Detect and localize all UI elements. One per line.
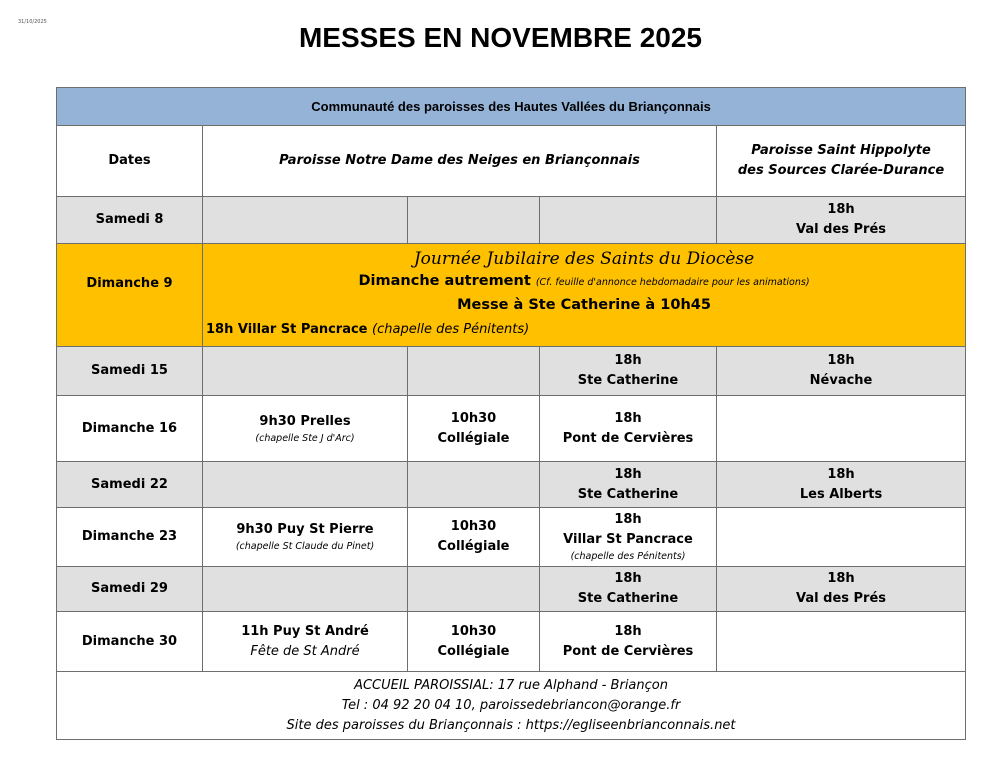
mass-note: Fête de St André <box>250 643 360 659</box>
mass-time: 18h <box>827 571 855 586</box>
mass-time: 18h <box>614 571 642 586</box>
cell-empty <box>203 197 408 244</box>
mass-place: Ste Catherine <box>577 486 679 502</box>
day-label: Samedi 15 <box>57 347 203 396</box>
mass-place: Val des Prés <box>796 591 887 606</box>
mass-cell <box>540 567 717 612</box>
dates-header: Dates <box>57 126 203 197</box>
table-row <box>57 508 966 567</box>
mass-time: 18h <box>614 623 642 639</box>
mass-time: 10h30 <box>450 623 497 639</box>
table-row <box>57 396 966 462</box>
cell-empty <box>717 612 966 672</box>
villar-label: 18h Villar St Pancrace <box>206 322 368 337</box>
cell-empty <box>717 508 966 567</box>
mass-time: 18h <box>827 202 855 217</box>
mass-note: (chapelle St Claude du Pinet) <box>235 541 375 552</box>
community-name: Communauté des paroisses des Hautes Vallées du Briançonnais <box>57 88 966 126</box>
mass-cell <box>408 612 540 672</box>
mass-cell <box>717 462 966 508</box>
footer-row <box>57 672 966 740</box>
day-label: Samedi 8 <box>57 197 203 244</box>
villar-note: (chapelle des Pénitents) <box>372 322 530 337</box>
villar-mass <box>203 321 965 339</box>
parish-contact <box>57 672 966 740</box>
mass-place: Névache <box>809 373 873 388</box>
mass-place: Pont de Cervières <box>562 643 694 659</box>
mass-cell <box>717 197 966 244</box>
mass-cell <box>540 462 717 508</box>
jubilee-mass: Messe à Ste Catherine à 10h45 <box>457 297 711 313</box>
day-label: Samedi 22 <box>57 462 203 508</box>
mass-time: 18h <box>827 353 855 368</box>
mass-cell <box>408 396 540 462</box>
mass-time: 18h <box>614 410 642 426</box>
table-row <box>57 567 966 612</box>
day-label: Dimanche 30 <box>57 612 203 672</box>
mass-main: 9h30 Prelles <box>259 413 351 429</box>
parish-notre-dame-header: Paroisse Notre Dame des Neiges en Briançonnais <box>203 126 717 197</box>
footer-address: ACCUEIL PAROISSIAL: 17 rue Alphand - Briançon <box>354 677 668 693</box>
mass-time: 10h30 <box>450 519 497 534</box>
mass-cell <box>717 347 966 396</box>
table-row <box>57 462 966 508</box>
mass-cell <box>540 347 717 396</box>
table-row <box>57 197 966 244</box>
cell-empty <box>408 567 540 612</box>
cell-empty <box>203 462 408 508</box>
jubilee-cell <box>203 244 966 347</box>
jubilee-title: Journée Jubilaire des Saints du Diocèse <box>413 249 755 269</box>
day-label: Dimanche 9 <box>57 244 203 347</box>
parish2-line2: des Sources Clarée-Durance <box>737 163 945 178</box>
print-date-stamp: 31/10/2025 <box>18 19 47 25</box>
community-header-row <box>57 88 966 126</box>
mass-place: Villar St Pancrace <box>563 532 693 547</box>
mass-cell <box>540 396 717 462</box>
table-row-jubilee <box>57 244 966 347</box>
parish-saint-hippolyte-header <box>717 126 966 197</box>
mass-cell <box>408 508 540 567</box>
mass-cell <box>540 612 717 672</box>
day-label: Dimanche 23 <box>57 508 203 567</box>
mass-main: 9h30 Puy St Pierre <box>236 522 374 537</box>
cell-empty <box>408 347 540 396</box>
table-row <box>57 347 966 396</box>
day-label: Samedi 29 <box>57 567 203 612</box>
cell-empty <box>540 197 717 244</box>
mass-cell <box>717 567 966 612</box>
mass-place: Val des Prés <box>796 222 887 237</box>
mass-cell <box>203 612 408 672</box>
table-row <box>57 612 966 672</box>
mass-place: Pont de Cervières <box>562 430 694 446</box>
mass-cell <box>540 508 717 567</box>
cell-empty <box>203 567 408 612</box>
mass-place: Les Alberts <box>799 486 883 502</box>
mass-main: 11h Puy St André <box>241 623 369 639</box>
dimanche-autrement <box>203 270 965 294</box>
autrement-label: Dimanche autrement <box>358 273 531 289</box>
cell-empty <box>203 347 408 396</box>
day-label: Dimanche 16 <box>57 396 203 462</box>
mass-time: 10h30 <box>450 410 497 426</box>
mass-note: (chapelle Ste J d'Arc) <box>255 432 355 444</box>
mass-note: (chapelle des Pénitents) <box>570 551 686 562</box>
mass-cell <box>203 508 408 567</box>
mass-place: Ste Catherine <box>577 373 679 388</box>
page-title: MESSES EN NOVEMBRE 2025 <box>298 22 703 53</box>
mass-cell <box>203 396 408 462</box>
mass-time: 18h <box>614 466 642 482</box>
mass-place: Ste Catherine <box>577 591 679 606</box>
parish2-line1: Paroisse Saint Hippolyte <box>751 143 931 158</box>
footer-contact: Tel : 04 92 20 04 10, paroissedebriancon@orange.fr <box>341 697 681 713</box>
mass-time: 18h <box>827 466 855 482</box>
footer-website: Site des paroisses du Briançonnais : https://egliseenbrianconnais.net <box>286 717 736 733</box>
mass-time: 18h <box>614 512 642 527</box>
cell-empty <box>408 197 540 244</box>
mass-place: Collégiale <box>437 430 510 446</box>
cell-empty <box>717 396 966 462</box>
cell-empty <box>408 462 540 508</box>
mass-schedule-table <box>56 87 966 740</box>
mass-time: 18h <box>614 353 642 368</box>
mass-place: Collégiale <box>437 643 510 659</box>
autrement-note: (Cf. feuille d'annonce hebdomadaire pour les animations) <box>535 277 810 288</box>
mass-place: Collégiale <box>437 539 510 554</box>
column-header-row <box>57 126 966 197</box>
